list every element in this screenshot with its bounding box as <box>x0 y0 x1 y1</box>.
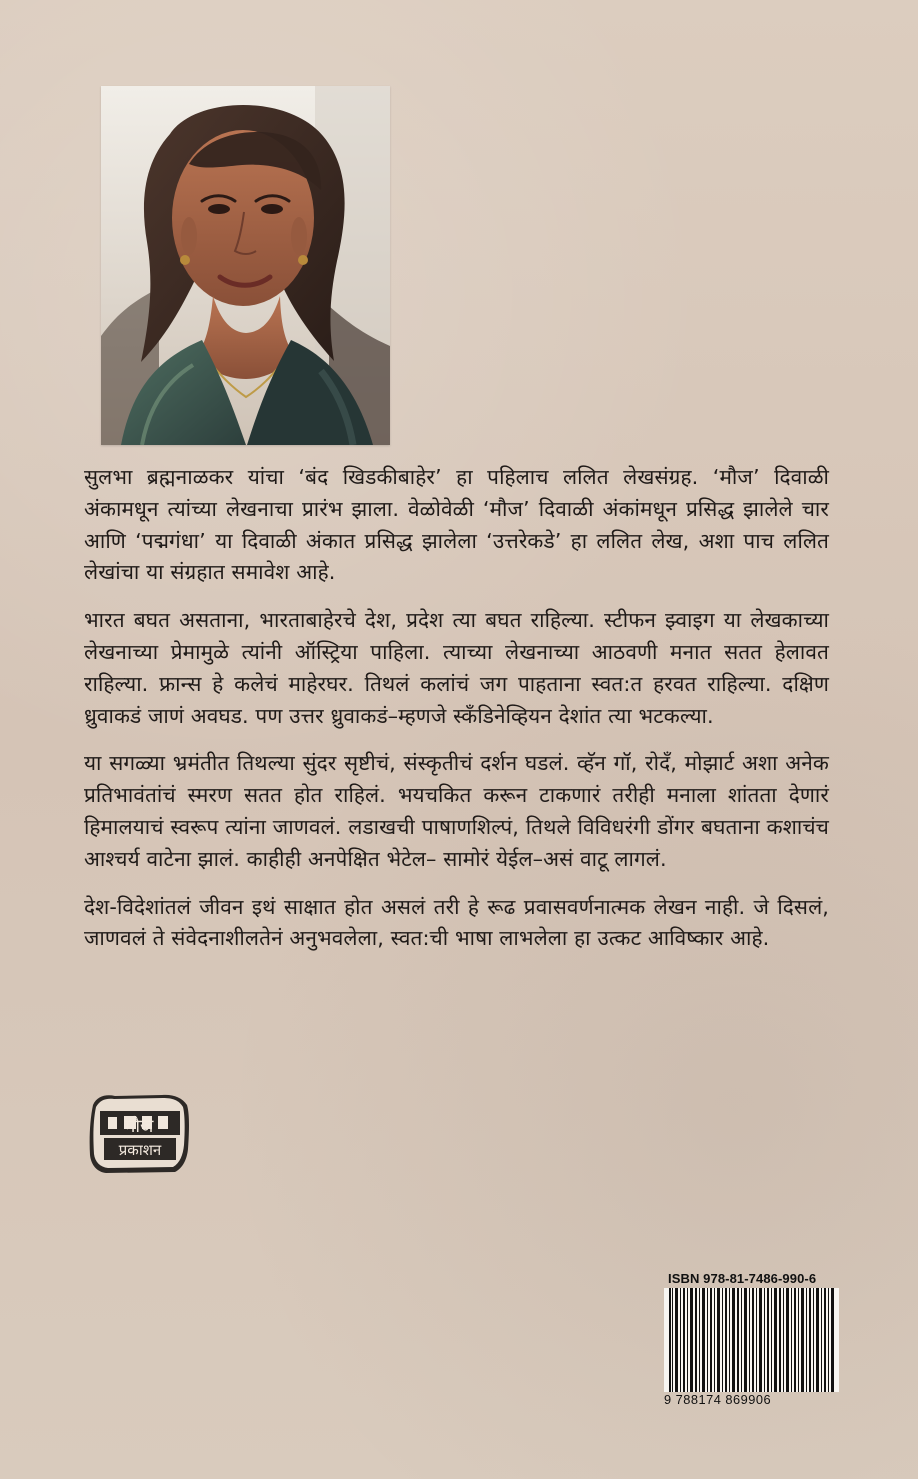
description-paragraph-2: भारत बघत असताना, भारताबाहेरचे देश, प्रदेश त्या बघत राहिल्या. स्टीफन झ्वाइग या लेखकाच्या लेखनाच्या प्रेमामुळे त्यांनी ऑस्ट्रिया पाहिला. त्याच्या लेखनाच्या आठवणी मनात सतत हेलावत राहिल्या. फ्रान्स हे कलेचं माहेरघर. तिथलं कलांचं जग पाहताना स्वत:त हरवत राहिल्या. दक्षिण ध्रुवाकडं जाणं अवघड. पण उत्तर ध्रुवाकडं–म्हणजे स्कँडिनेव्हियन देशांत त्या भटकल्या. <box>84 608 829 728</box>
author-photo <box>101 86 390 445</box>
isbn-barcode-block <box>664 1270 839 1415</box>
description-paragraph-3: या सगळ्या भ्रमंतीत तिथल्या सुंदर सृष्टीचं, संस्कृतीचं दर्शन घडलं. व्हॅन गॉ, रोदँ, मोझार्ट अशा अनेक प्रतिभावंतांचं स्मरण सतत होत राहिलं. भयचकित करून टाकणारं तरीही मनाला शांतता देणारं हिमालयाचं स्वरूप त्यांना जाणवलं. लडाखची पाषाणशिल्पं, तिथले विविधरंगी डोंगर बघताना कशाचंच आश्चर्य वाटेना झालं. काहीही अनपेक्षित भेटेल– सामोरं येईल–असं वाटू लागलं. <box>84 751 829 871</box>
publisher-logo <box>86 1090 192 1176</box>
description-paragraph-1: सुलभा ब्रह्मनाळकर यांचा ‘बंद खिडकीबाहेर’ हा पहिलाच ललित लेखसंग्रह. ‘मौज’ दिवाळी अंकामधून त्यांच्या लेखनाचा प्रारंभ झाला. वेळोवेळी ‘मौज’ दिवाळी अंकांमधून प्रसिद्ध झालेले चार आणि ‘पद्मगंधा’ या दिवाळी अंकात प्रसिद्ध झालेला ‘उत्तरेकडे’ हा ललित लेख, अशा पाच ललित लेखांचा या संग्रहात समावेश आहे. <box>84 465 829 585</box>
barcode <box>664 1288 839 1392</box>
description-paragraph-4: देश-विदेशांतलं जीवन इथं साक्षात होत असलं तरी हे रूढ प्रवासवर्णनात्मक लेखन नाही. जे दिसलं, जाणवलं ते संवेदनाशीलतेनं अनुभवलेला, स्वत:ची भाषा लाभलेला हा उत्कट आविष्कार आहे. <box>84 894 829 951</box>
barcode-digits: 9 788174 869906 <box>664 1392 772 1407</box>
description-text <box>84 462 829 971</box>
publisher-logo-line1: मौज <box>124 1116 154 1137</box>
isbn-label: ISBN 978-81-7486-990-6 <box>668 1271 817 1286</box>
publisher-logo-mark <box>86 1090 192 1176</box>
publisher-logo-line2: प्रकाशन <box>118 1141 162 1159</box>
portrait-illustration <box>101 86 390 445</box>
